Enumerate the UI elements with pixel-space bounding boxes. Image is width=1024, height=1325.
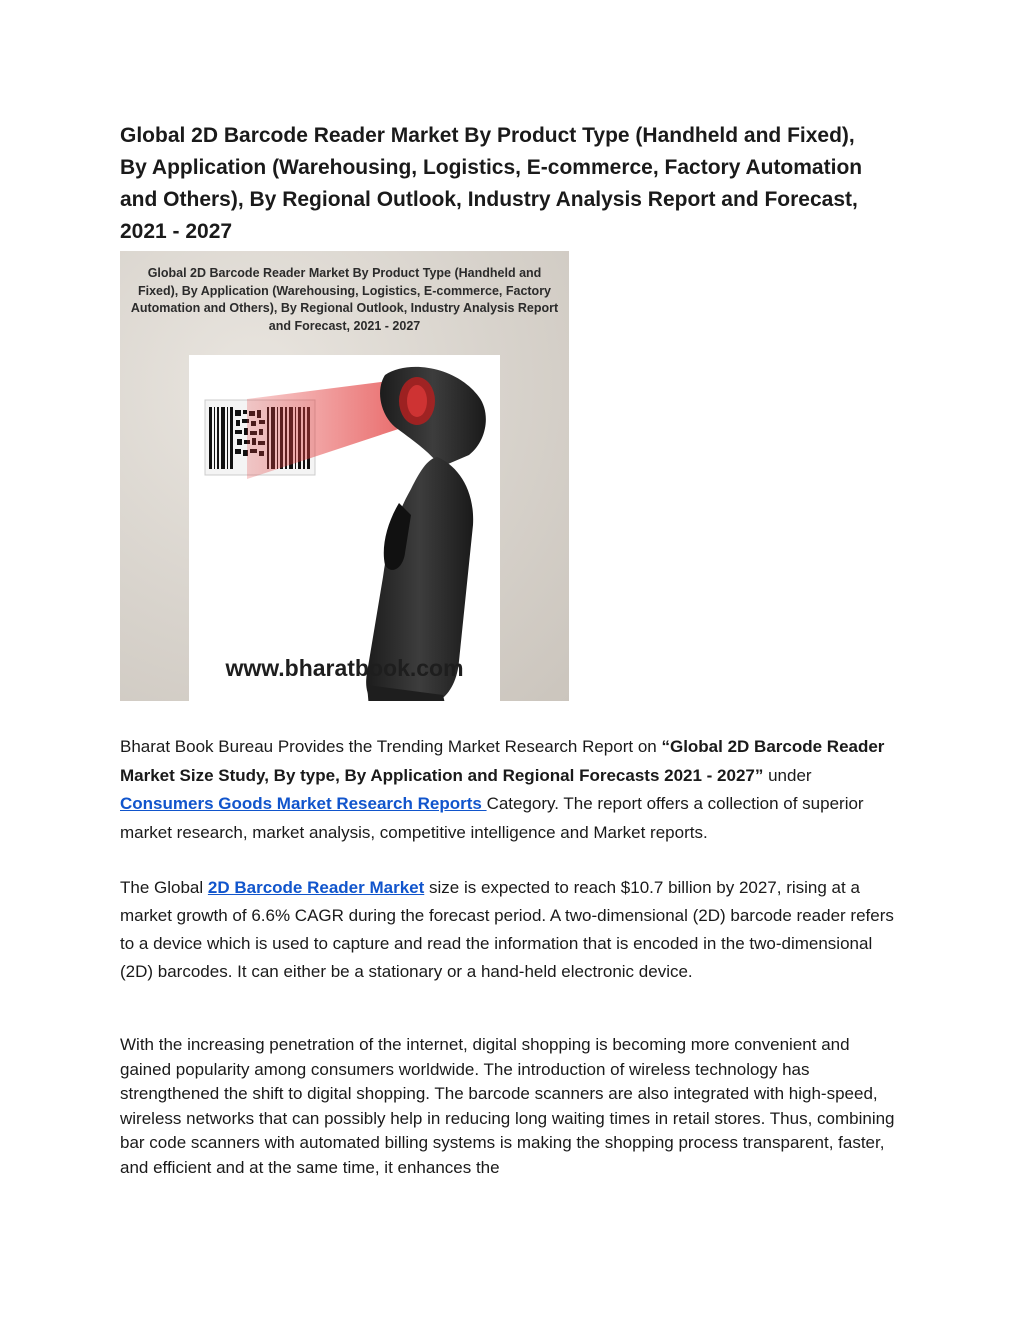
under-text: under [763, 765, 812, 785]
cover-title: Global 2D Barcode Reader Market By Product Type (Handheld and Fixed), By Application (Warehousing, Logistics, E-commerce, Factory Automation and Others), By Regional Outlook, Industry Analysis Report and Forecast, 2021 - 2027 [130, 266, 559, 333]
scanner-photo [189, 355, 500, 701]
handheld-barcode-scanner-icon [189, 355, 500, 701]
digital-shopping-paragraph: With the increasing penetration of the internet, digital shopping is becoming more convenient and gained popularity among consumers worldwide. The introduction of wireless technology has strengthened the shift to digital shopping. The barcode scanners are also integrated with high-speed, wireless networks that can possibly help in reducing long waiting times in retail stores. Thus, combining bar code scanners with automated billing systems is making the shopping process transparent, faster, and efficient and at the same time, it enhances the [120, 1035, 895, 1177]
document-title: Global 2D Barcode Reader Market By Product Type (Handheld and Fixed), By Application (Warehousing, Logistics, E-commerce, Factory Automation and Others), By Regional Outlook, Industry Analysis Report and Forecast, 2021 - 2027 [120, 124, 863, 243]
market-rest: size is expected to reach $10.7 billion by 2027, rising at a market growth of 6.6% CAGR during the forecast period. A two-dimensional (2D) barcode reader refers to a device which is used to capture and read the information that is encoded in the two-dimensional (2D) barcodes. It can either be a stationary or a hand-held electronic device. [120, 878, 894, 981]
cover-website: www.bharatbook.com [225, 655, 464, 681]
intro-rest: Category. The report offers a collection of superior market research, market analysis, competitive intelligence and Market reports. [120, 794, 864, 842]
market-intro: The Global [120, 878, 208, 897]
report-cover-image [120, 251, 569, 701]
category-link[interactable]: Consumers Goods Market Research Reports [120, 794, 487, 813]
market-size-paragraph [120, 874, 900, 986]
intro-paragraph [120, 733, 900, 847]
market-link[interactable]: 2D Barcode Reader Market [207, 878, 425, 897]
intro-text: Bharat Book Bureau Provides the Trending Market Research Report on [120, 737, 662, 756]
report-name: “Global 2D Barcode Reader Market Size Study, By type, By Application and Regional Forecasts 2021 - 2027” [120, 737, 885, 785]
